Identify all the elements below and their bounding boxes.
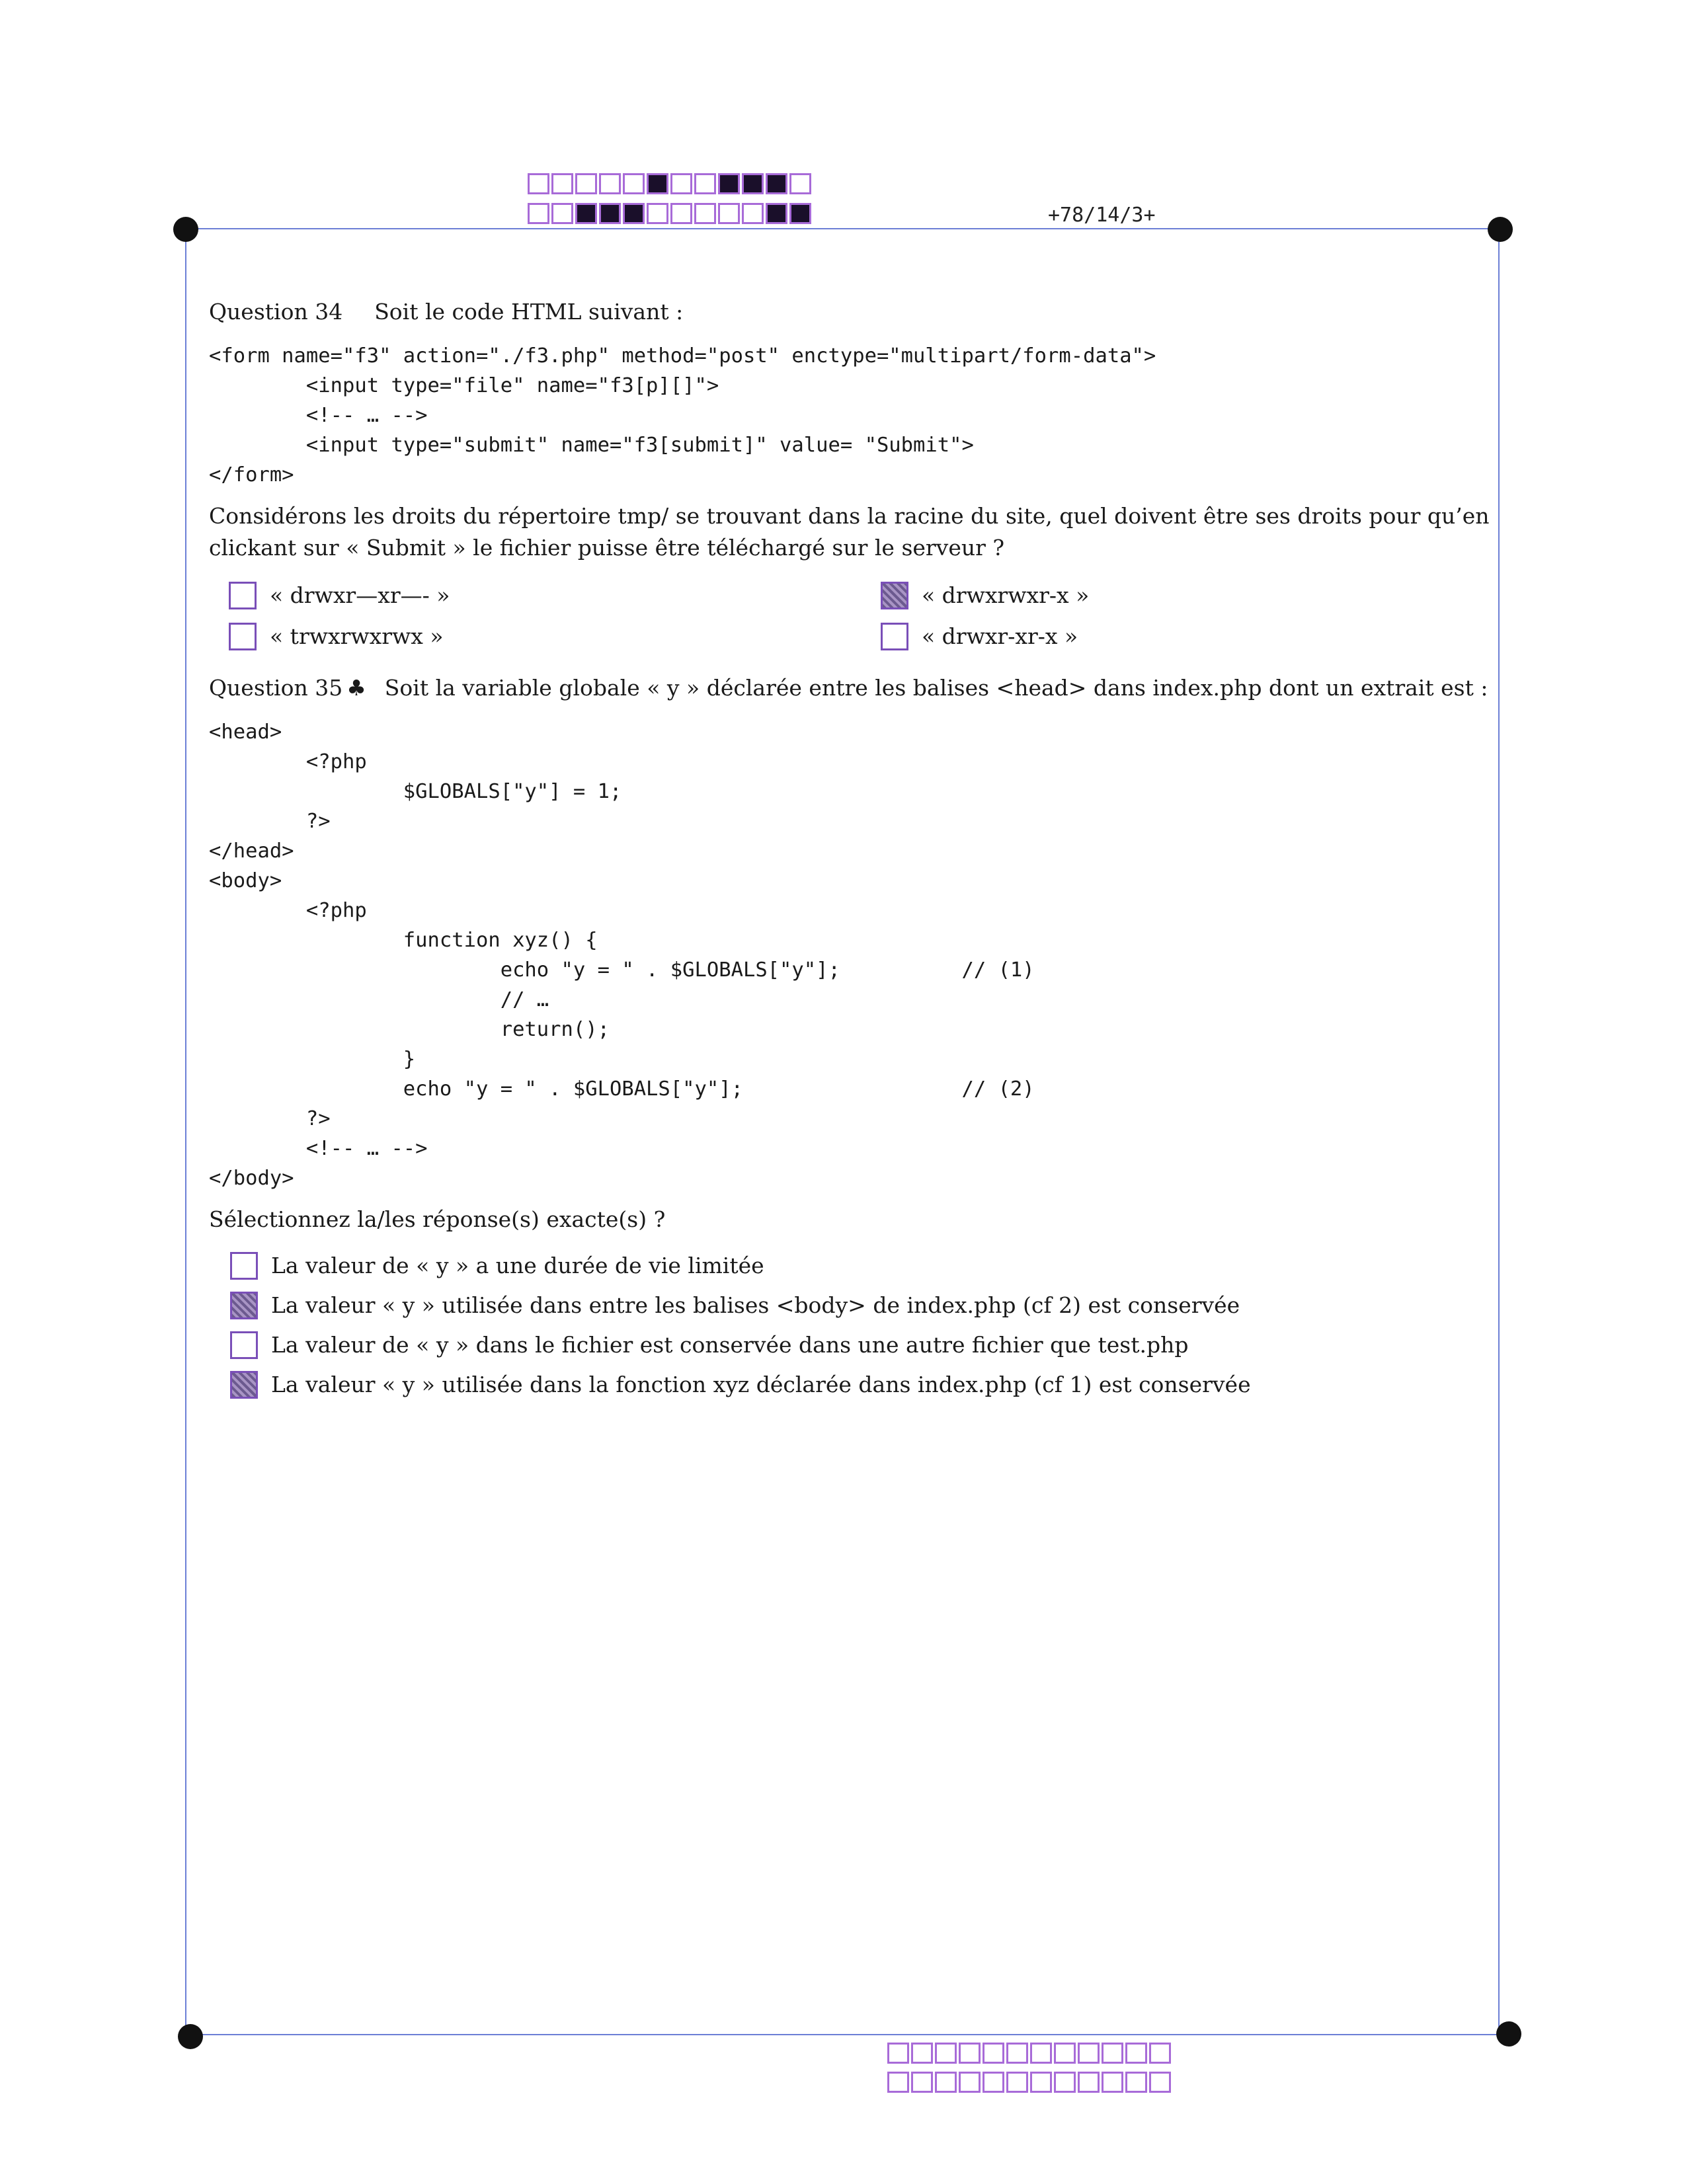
id-box (647, 203, 668, 224)
id-box (1078, 2072, 1100, 2093)
question-34-choices (209, 580, 1492, 652)
checkbox[interactable] (230, 1252, 258, 1280)
checkbox[interactable] (230, 1371, 258, 1399)
id-box (911, 2072, 933, 2093)
choice-label: La valeur de « y » dans le fichier est conservée dans une autre fichier que test.php (271, 1332, 1189, 1358)
choice-q35-a[interactable] (230, 1250, 1492, 1282)
id-box (718, 173, 740, 194)
question-34 (209, 296, 1492, 652)
id-box (887, 2043, 909, 2064)
id-box (959, 2072, 981, 2093)
id-box (599, 203, 621, 224)
choice-q34-a[interactable] (229, 580, 881, 611)
choice-label: La valeur « y » utilisée dans entre les balises <body> de index.php (cf 2) est conservée (271, 1292, 1240, 1318)
id-box (789, 203, 811, 224)
id-box (694, 203, 716, 224)
id-box (959, 2043, 981, 2064)
id-box (742, 173, 764, 194)
choice-q35-c[interactable] (230, 1329, 1492, 1361)
id-box (1006, 2043, 1028, 2064)
checkbox[interactable] (881, 623, 908, 650)
top-id-boxes-row-1 (528, 173, 813, 194)
choice-label: « drwxrwxr-x » (922, 582, 1090, 608)
id-box (647, 173, 668, 194)
question-number: Question 35 (209, 675, 343, 701)
id-box (1149, 2043, 1171, 2064)
id-box (1125, 2043, 1147, 2064)
id-box (1030, 2072, 1052, 2093)
id-box (718, 203, 740, 224)
id-box (575, 173, 597, 194)
page-identifier: +78/14/3+ (1048, 204, 1156, 227)
php-code-block: <head> <?php $GLOBALS["y"] = 1; ?> </head> <body> <?php function xyz() { echo "y = " . $GLOBALS["y"]; // (1) // … return(); } echo "y = " . $GLOBALS["y"]; // (2) ?> <!-- … --> </body> (209, 721, 1035, 1190)
id-box (911, 2043, 933, 2064)
checkbox[interactable] (230, 1292, 258, 1319)
id-box (983, 2043, 1004, 2064)
id-box (766, 203, 787, 224)
bottom-id-boxes-row-2 (887, 2072, 1173, 2093)
choice-q35-b[interactable] (230, 1290, 1492, 1321)
question-35-text: Sélectionnez la/les réponse(s) exacte(s) ? (209, 1206, 666, 1232)
id-box (789, 173, 811, 194)
question-35-header (209, 672, 1492, 704)
choice-label: « drwxr-xr-x » (922, 623, 1078, 649)
id-box (623, 203, 645, 224)
choice-q34-d[interactable] (881, 621, 1476, 652)
id-box (623, 173, 645, 194)
corner-marker-bottom-left (178, 2024, 203, 2049)
top-id-boxes-row-2 (528, 203, 813, 224)
corner-marker-top-right (1488, 217, 1513, 242)
choice-q35-d[interactable] (230, 1369, 1492, 1401)
choice-label: « drwxr—xr—- » (270, 582, 450, 608)
id-box (1102, 2043, 1123, 2064)
id-box (551, 173, 573, 194)
choice-q34-c[interactable] (229, 621, 881, 652)
corner-marker-top-left (173, 217, 198, 242)
id-box (1125, 2072, 1147, 2093)
id-box (528, 173, 549, 194)
question-35 (209, 672, 1492, 1401)
checkbox[interactable] (230, 1331, 258, 1359)
id-box (935, 2072, 957, 2093)
id-box (551, 203, 573, 224)
id-box (766, 173, 787, 194)
choice-q34-b[interactable] (881, 580, 1476, 611)
id-box (983, 2072, 1004, 2093)
id-box (1030, 2043, 1052, 2064)
choice-label: « trwxrwxrwx » (270, 623, 444, 649)
choice-label: La valeur de « y » a une durée de vie limitée (271, 1253, 764, 1278)
question-35-choices (209, 1250, 1492, 1401)
exam-content (209, 296, 1492, 1401)
id-box (694, 173, 716, 194)
id-box (599, 173, 621, 194)
id-box (1102, 2072, 1123, 2093)
id-box (1078, 2043, 1100, 2064)
id-box (1054, 2072, 1076, 2093)
question-34-text: Considérons les droits du répertoire tmp/ se trouvant dans la racine du site, quel doivent être ses droits pour qu’en clickant sur « Submit » le fichier puisse être téléchargé sur le serveur ? (209, 503, 1490, 561)
id-box (935, 2043, 957, 2064)
id-box (1149, 2072, 1171, 2093)
choice-label: La valeur « y » utilisée dans la fonction xyz déclarée dans index.php (cf 1) est conservée (271, 1372, 1251, 1397)
id-box (1054, 2043, 1076, 2064)
id-box (528, 203, 549, 224)
corner-marker-bottom-right (1496, 2021, 1521, 2047)
checkbox[interactable] (229, 582, 257, 609)
question-number: Question 34 (209, 299, 343, 325)
checkbox[interactable] (881, 582, 908, 609)
question-prompt: Soit le code HTML suivant : (374, 299, 684, 325)
checkbox[interactable] (229, 623, 257, 650)
id-box (575, 203, 597, 224)
id-box (670, 203, 692, 224)
bottom-id-boxes-row-1 (887, 2043, 1173, 2064)
question-34-header (209, 296, 1492, 328)
id-box (1006, 2072, 1028, 2093)
html-code-block: <form name="f3" action="./f3.php" method="post" enctype="multipart/form-data"> <input type="file" name="f3[p][]"> <!-- … --> <input type="submit" name="f3[submit]" value= "Submit"> </form> (209, 344, 1156, 487)
id-box (887, 2072, 909, 2093)
id-box (670, 173, 692, 194)
id-box (742, 203, 764, 224)
club-icon: ♣ (346, 675, 366, 701)
question-prompt: Soit la variable globale « y » déclarée entre les balises <head> dans index.php dont un extrait est : (384, 675, 1488, 701)
